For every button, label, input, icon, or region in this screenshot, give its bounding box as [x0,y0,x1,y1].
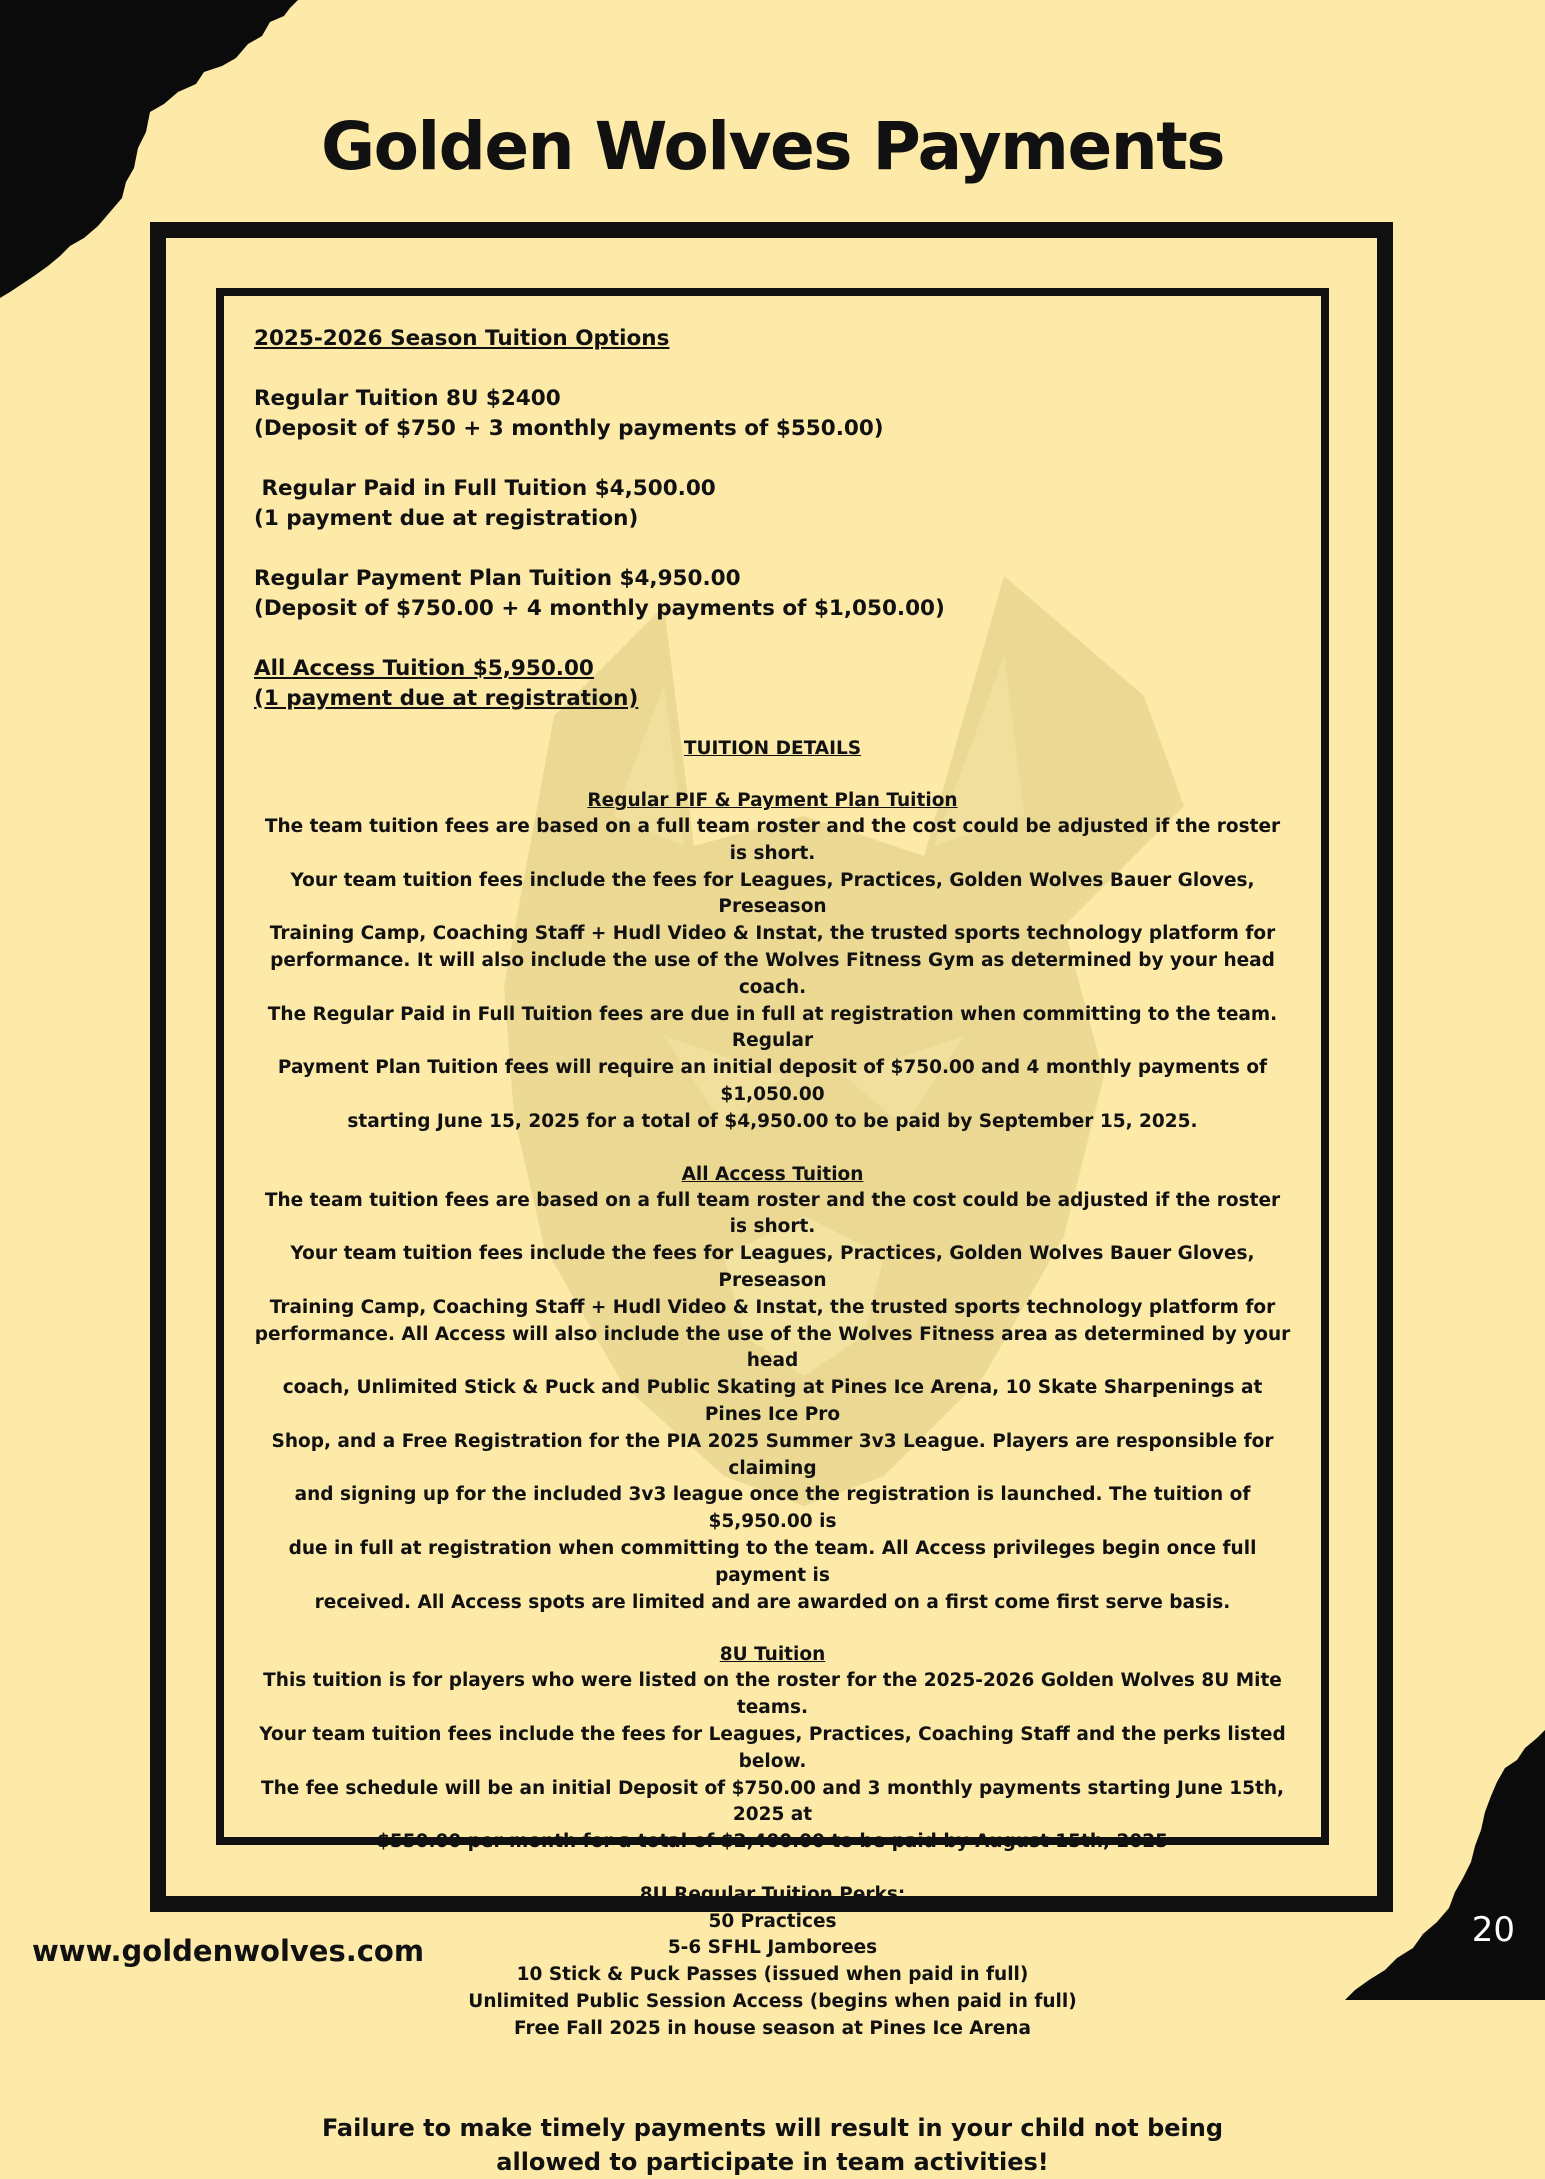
tuition-option-name: Regular Tuition 8U $2400 [254,386,561,411]
tuition-option-detail: (Deposit of $750.00 + 4 monthly payments of $1,050.00) [254,596,945,621]
perk-item: 5-6 SFHL Jamborees [667,1937,878,1959]
website-link[interactable]: www.goldenwolves.com [32,1934,425,1968]
body-line: Shop, and a Free Registration for the PIA 2025 Summer 3v3 League. Players are responsible for claiming [271,1430,1274,1479]
body-line: Training Camp, Coaching Staff + Hudl Video & Instat, the trusted sports technology platform for [269,1296,1276,1318]
details-section [254,1642,1291,1856]
body-line: performance. All Access will also include the use of the Wolves Fitness area as determined by your head [254,1323,1291,1372]
warning-line: allowed to participate in team activities! [496,2147,1049,2176]
details-section [254,1162,1291,1617]
body-line: starting June 15, 2025 for a total of $4,950.00 to be paid by September 15, 2025. [347,1110,1198,1132]
perk-item: Free Fall 2025 in house season at Pines Ice Arena [514,2017,1031,2039]
tuition-options-heading: 2025-2026 Season Tuition Options [254,326,670,351]
body-line: Your team tuition fees include the fees for Leagues, Practices, Golden Wolves Bauer Gloves, Preseason [290,1243,1255,1291]
content [254,324,1291,2179]
perk-item: 50 Practices [708,1910,837,1932]
tuition-option-detail: (Deposit of $750 + 3 monthly payments of $550.00) [254,416,884,441]
tuition-option-name: Regular Payment Plan Tuition $4,950.00 [254,566,741,591]
perk-item: Unlimited Public Session Access (begins when paid in full) [468,1991,1077,2013]
tuition-option-name: All Access Tuition $5,950.00 [254,656,594,681]
body-line: $550.00 per month for a total of $2,400.00 to be paid by August 15th, 2025 [376,1831,1168,1853]
tuition-option [254,474,1291,534]
body-line: The team tuition fees are based on a full team roster and the cost could be adjusted if the roster is short. [264,1189,1281,1238]
body-line: Your team tuition fees include the fees for Leagues, Practices, Coaching Staff and the perks listed below. [259,1723,1286,1772]
payment-warning [254,2111,1291,2179]
perks-title: 8U Regular Tuition Perks: [639,1883,906,1905]
page-number: 20 [1471,1910,1515,1950]
body-line: Payment Plan Tuition fees will require an initial deposit of $750.00 and 4 monthly payments of $1,050.00 [277,1057,1268,1105]
tuition-details-heading: TUITION DETAILS [683,738,862,759]
details-section-body [254,1668,1291,1856]
body-line: Training Camp, Coaching Staff + Hudl Video & Instat, the trusted sports technology platform for [269,923,1276,945]
body-line: The team tuition fees are based on a full team roster and the cost could be adjusted if the roster is short. [264,816,1281,864]
body-line: Your team tuition fees include the fees for Leagues, Practices, Golden Wolves Bauer Gloves, Preseason [290,869,1255,918]
body-line: due in full at registration when committing to the team. All Access privileges begin once full payment is [288,1537,1257,1586]
body-line: This tuition is for players who were listed on the roster for the 2025-2026 Golden Wolves 8U Mite teams. [263,1670,1282,1719]
body-line: The Regular Paid in Full Tuition fees are due in full at registration when committing to the team. Regular [267,1003,1278,1052]
body-line: coach, Unlimited Stick & Puck and Public Skating at Pines Ice Arena, 10 Skate Sharpenings at Pines Ice Pro [282,1377,1263,1425]
warning-line: Failure to make timely payments will result in your child not being [321,2113,1224,2142]
tuition-option-detail: (1 payment due at registration) [254,506,639,531]
tuition-option-detail: (1 payment due at registration) [254,686,639,711]
body-line: received. All Access spots are limited and are awarded on a first come first serve basis. [314,1591,1231,1613]
tuition-option [254,384,1291,444]
perk-item: 10 Stick & Puck Passes (issued when paid in full) [516,1964,1029,1986]
body-line: performance. It will also include the use of the Wolves Fitness Gym as determined by your head coach. [270,949,1275,998]
body-line: and signing up for the included 3v3 league once the registration is launched. The tuition of $5,950.00 is [294,1484,1251,1533]
details-section-title: Regular PIF & Payment Plan Tuition [587,790,958,811]
details-section-title: 8U Tuition [719,1644,826,1666]
tuition-option [254,654,1291,714]
tuition-option-name: Regular Paid in Full Tuition $4,500.00 [254,476,716,501]
page-title: Golden Wolves Payments [320,108,1225,185]
details-section-title: All Access Tuition [681,1163,864,1185]
tuition-option [254,564,1291,624]
details-section-body [254,1188,1291,1617]
body-line: The fee schedule will be an initial Deposit of $750.00 and 3 monthly payments starting June 15th, 2025 at [260,1777,1285,1826]
details-section-body [254,814,1291,1136]
details-section [254,788,1291,1136]
